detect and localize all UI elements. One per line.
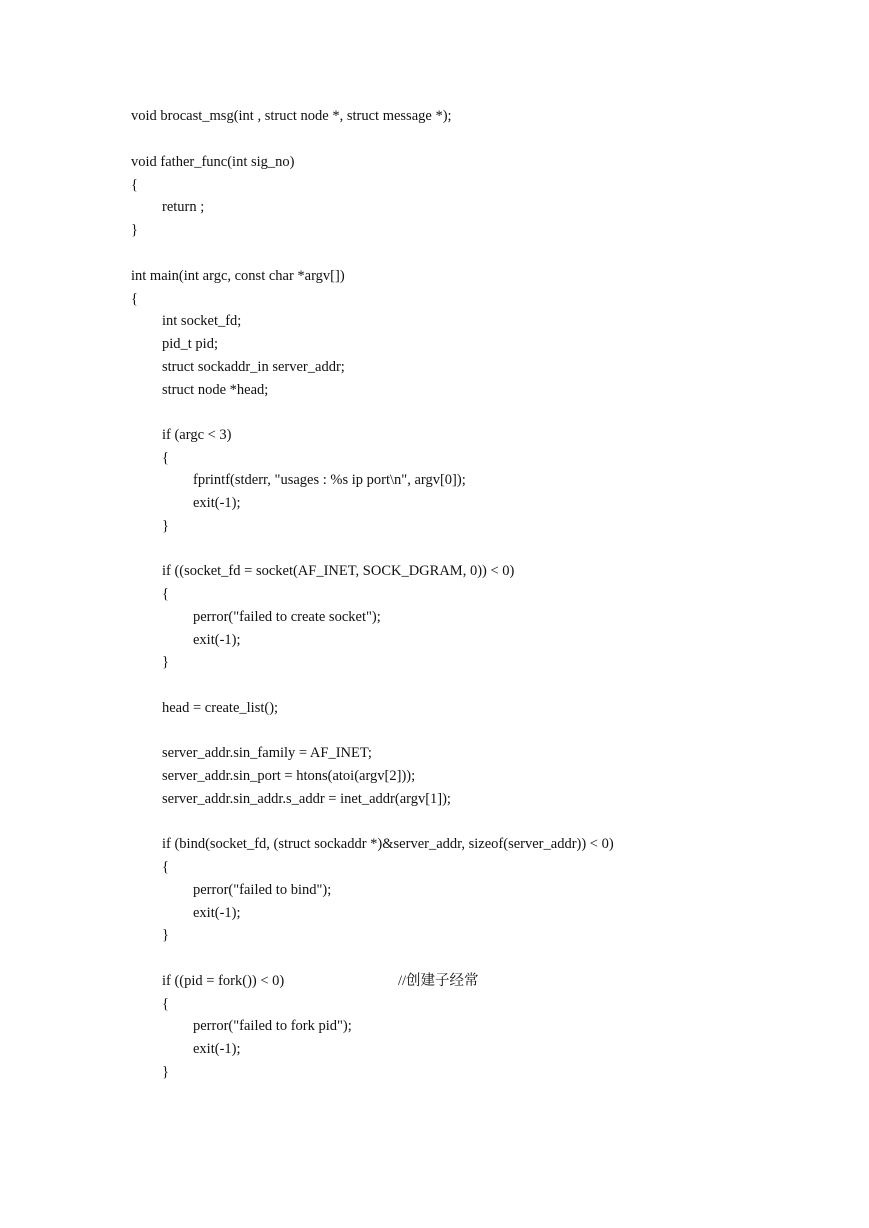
- code-line: {: [131, 291, 138, 307]
- code-line: server_addr.sin_family = AF_INET;: [162, 745, 372, 761]
- code-line: {: [162, 859, 169, 875]
- code-line: {: [162, 996, 169, 1012]
- code-line: void brocast_msg(int , struct node *, struct message *);: [131, 108, 452, 124]
- code-line: int socket_fd;: [162, 313, 242, 329]
- code-line: struct node *head;: [162, 382, 269, 398]
- code-line: if ((socket_fd = socket(AF_INET, SOCK_DGRAM, 0)) < 0): [162, 563, 515, 579]
- code-line: }: [162, 927, 169, 943]
- code-line: exit(-1);: [193, 1041, 241, 1057]
- code-line: {: [162, 450, 169, 466]
- code-line: if (bind(socket_fd, (struct sockaddr *)&server_addr, sizeof(server_addr)) < 0): [162, 836, 614, 852]
- code-line: return ;: [162, 199, 205, 215]
- code-line: if (argc < 3): [162, 427, 232, 443]
- code-comment: //创建子经常: [398, 973, 479, 989]
- code-line: }: [131, 222, 138, 238]
- code-line: void father_func(int sig_no): [131, 154, 295, 170]
- code-line: exit(-1);: [193, 632, 241, 648]
- code-line: server_addr.sin_addr.s_addr = inet_addr(argv[1]);: [162, 791, 451, 807]
- code-line: pid_t pid;: [162, 336, 218, 352]
- code-line: server_addr.sin_port = htons(atoi(argv[2]));: [162, 768, 416, 784]
- code-line: }: [162, 1064, 169, 1080]
- code-line: if ((pid = fork()) < 0): [162, 973, 285, 989]
- code-line: fprintf(stderr, "usages : %s ip port\n", argv[0]);: [193, 472, 466, 488]
- code-line: perror("failed to bind");: [193, 882, 332, 898]
- code-line: }: [162, 654, 169, 670]
- code-line: exit(-1);: [193, 495, 241, 511]
- code-line: perror("failed to create socket");: [193, 609, 381, 625]
- code-line: int main(int argc, const char *argv[]): [131, 268, 345, 284]
- code-line: {: [131, 177, 138, 193]
- code-line: perror("failed to fork pid");: [193, 1018, 352, 1034]
- code-line: }: [162, 518, 169, 534]
- code-line: {: [162, 586, 169, 602]
- code-line: exit(-1);: [193, 905, 241, 921]
- code-line: head = create_list();: [162, 700, 279, 716]
- code-line: struct sockaddr_in server_addr;: [162, 359, 345, 375]
